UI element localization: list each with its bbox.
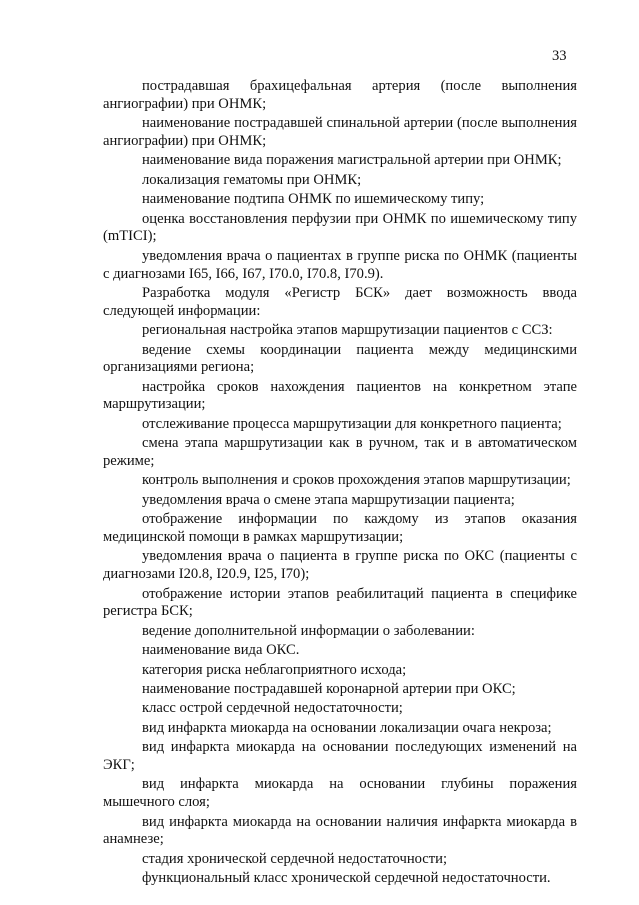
paragraph: пострадавшая брахицефальная артерия (после выполнения ангиографии) при ОНМК; bbox=[103, 78, 577, 112]
paragraph: класс острой сердечной недостаточности; bbox=[142, 700, 403, 717]
paragraph: отслеживание процесса маршрутизации для конкретного пациента; bbox=[142, 415, 562, 432]
paragraph: оценка восстановления перфузии при ОНМК по ишемическому типу (mTICI); bbox=[103, 210, 577, 245]
paragraph: уведомления врача о пациентах в группе риска по ОНМК (пациенты с диагнозами I65, I66, I67, I70.0, I70.8, I70.9). bbox=[103, 247, 577, 282]
paragraph: отображение истории этапов реабилитаций пациента в специфике регистра БСК; bbox=[103, 585, 577, 620]
paragraph: настройка сроков нахождения пациентов на конкретном этапе маршрутизации; bbox=[103, 378, 577, 413]
paragraph: контроль выполнения и сроков прохождения этапов маршрутизации; bbox=[142, 472, 571, 489]
paragraph: наименование пострадавшей спинальной артерии (после выполнения ангиографии) при ОНМК; bbox=[103, 115, 577, 149]
paragraph: уведомления врача о смене этапа маршрутизации пациента; bbox=[142, 491, 515, 508]
paragraph: отображение информации по каждому из этапов оказания медицинской помощи в рамках маршрутизации; bbox=[103, 511, 577, 546]
paragraph: ведение схемы координации пациента между медицинскими организациями региона; bbox=[103, 341, 577, 376]
paragraph: смена этапа маршрутизации как в ручном, так и в автоматическом режиме; bbox=[103, 435, 577, 470]
paragraph: наименование пострадавшей коронарной артерии при ОКС; bbox=[142, 680, 516, 697]
paragraph: ведение дополнительной информации о заболевании: bbox=[142, 622, 475, 639]
page-number: 33 bbox=[552, 48, 567, 64]
paragraph: стадия хронической сердечной недостаточности; bbox=[142, 850, 448, 867]
paragraph: локализация гематомы при ОНМК; bbox=[142, 171, 362, 188]
paragraph: категория риска неблагоприятного исхода; bbox=[142, 661, 407, 678]
paragraph: уведомления врача о пациента в группе риска по ОКС (пациенты с диагнозами I20.8, I20.9, I25, I70); bbox=[103, 548, 577, 583]
paragraph: вид инфаркта миокарда на основании локализации очага некроза; bbox=[142, 719, 552, 736]
paragraph: функциональный класс хронической сердечной недостаточности. bbox=[142, 870, 551, 887]
paragraph: наименование вида поражения магистральной артерии при ОНМК; bbox=[142, 152, 562, 169]
paragraph: Разработка модуля «Регистр БСК» дает возможность ввода следующей информации: bbox=[103, 284, 577, 319]
document-body bbox=[103, 78, 577, 889]
paragraph: вид инфаркта миокарда на основании наличия инфаркта миокарда в анамнезе; bbox=[103, 813, 577, 848]
paragraph: вид инфаркта миокарда на основании последующих изменений на ЭКГ; bbox=[103, 739, 577, 773]
paragraph: вид инфаркта миокарда на основании глубины поражения мышечного слоя; bbox=[103, 776, 577, 811]
paragraph: наименование подтипа ОНМК по ишемическому типу; bbox=[142, 191, 485, 208]
paragraph: региональная настройка этапов маршрутизации пациентов с ССЗ: bbox=[142, 322, 553, 339]
paragraph: наименование вида ОКС. bbox=[142, 642, 300, 659]
